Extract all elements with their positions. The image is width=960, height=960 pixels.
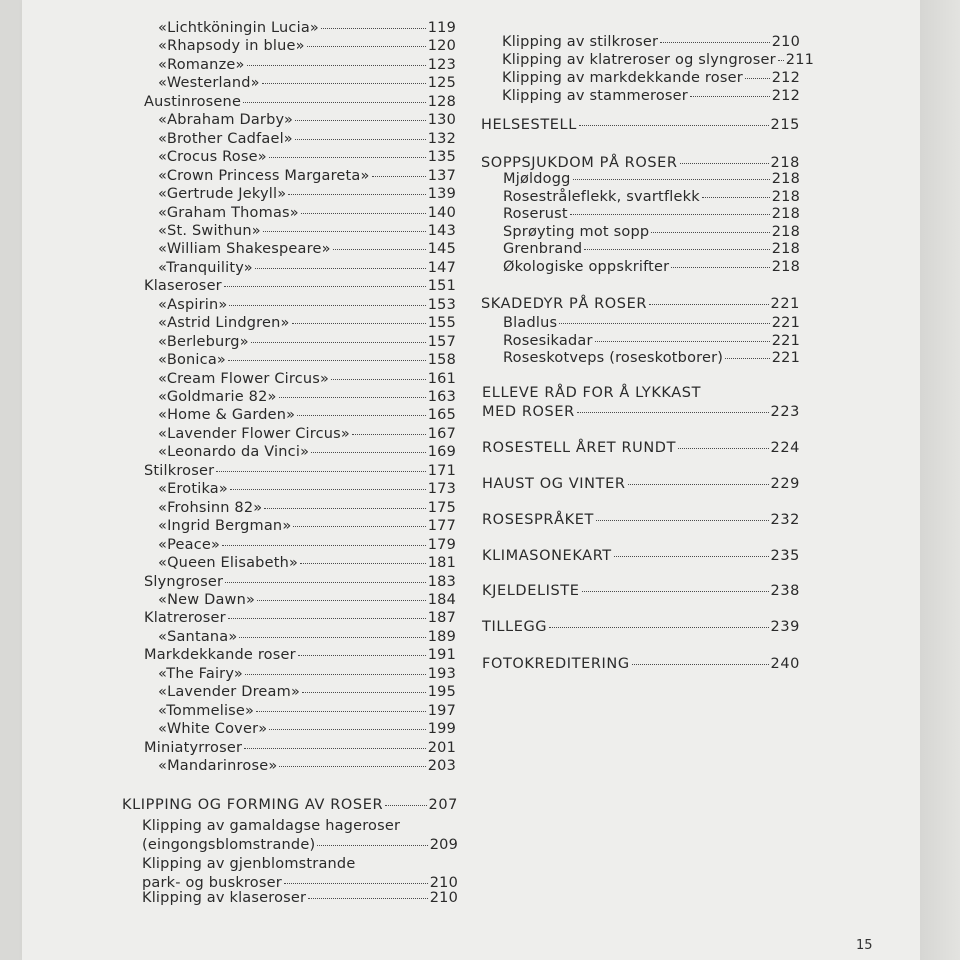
dot-leader <box>725 358 770 359</box>
toc-entry <box>502 51 815 69</box>
toc-entry <box>503 188 800 206</box>
toc-entry <box>503 349 800 367</box>
toc-entry-title: Klaseroser <box>144 278 222 295</box>
toc-entry-page: 143 <box>427 222 456 239</box>
toc-entry-page: 215 <box>770 117 800 133</box>
dot-leader <box>702 197 770 198</box>
toc-entry-title: «The Fairy» <box>158 665 243 682</box>
dot-leader <box>614 556 769 557</box>
toc-entry-page: 221 <box>770 296 800 312</box>
toc-entry-title: «Peace» <box>158 536 221 553</box>
toc-entry-page: 165 <box>427 407 456 424</box>
toc-entry-title: «Aspirin» <box>158 296 228 313</box>
toc-entry-title: Mjøldogg <box>503 171 571 187</box>
toc-entry <box>503 258 800 276</box>
toc-entry-title: «Home & Garden» <box>158 407 296 424</box>
toc-entry-page: 171 <box>427 462 456 479</box>
toc-entry-title: FOTOKREDITERING <box>482 656 630 672</box>
toc-entry-title: SOPPSJUKDOM PÅ ROSER <box>481 155 678 171</box>
toc-entry-page: 218 <box>771 223 800 240</box>
toc-entry-page: 151 <box>427 278 456 295</box>
toc-entry-title: ROSESPRÅKET <box>482 512 594 528</box>
toc-entry-title: park- og buskroser <box>142 875 282 891</box>
toc-entry <box>482 655 800 673</box>
toc-entry-page: 218 <box>771 259 800 275</box>
toc-entry-title: «Crown Princess Margareta» <box>158 167 370 184</box>
toc-entry-page: 210 <box>429 890 458 906</box>
toc-entry-title: «White Cover» <box>158 721 268 738</box>
toc-entry-page: 193 <box>427 665 456 682</box>
toc-entry-page: 210 <box>429 875 458 891</box>
toc-entry-title: «Abraham Darby» <box>158 112 294 129</box>
toc-entry-page: 239 <box>770 619 800 635</box>
toc-entry-page: 218 <box>771 241 800 258</box>
dot-leader <box>671 267 769 268</box>
toc-entry-page: 211 <box>785 52 815 68</box>
toc-entry <box>482 439 800 457</box>
toc-entry-page: 232 <box>770 512 800 528</box>
dot-leader <box>577 412 769 413</box>
toc-entry <box>482 618 800 636</box>
toc-entry-title: «Crocus Rose» <box>158 149 267 166</box>
toc-entry-page: 195 <box>427 684 456 701</box>
dot-leader <box>584 249 769 250</box>
book-page <box>22 0 920 960</box>
toc-entry-title: Klipping av klatreroser og slyngroser <box>502 52 776 68</box>
dot-leader <box>559 323 769 324</box>
toc-entry-title: Miniatyrroser <box>144 739 243 756</box>
dot-leader <box>778 60 784 61</box>
toc-entry-title: HELSESTELL <box>481 117 577 133</box>
toc-entry-page: 125 <box>427 75 456 92</box>
toc-entry-page: 175 <box>427 499 456 516</box>
toc-entry-page: 181 <box>427 555 456 572</box>
dot-leader <box>628 484 769 485</box>
toc-entry-page: 145 <box>427 241 456 258</box>
toc-entry-title: «Bonica» <box>158 352 226 369</box>
toc-entry-page: 184 <box>427 591 456 608</box>
toc-entry-title: Bladlus <box>503 315 558 331</box>
toc-entry-page: 155 <box>427 315 456 332</box>
toc-entry-title: Klipping av stilkroser <box>502 34 659 50</box>
toc-entry-title: HAUST OG VINTER <box>482 476 626 492</box>
toc-entry-page: 177 <box>427 518 456 535</box>
toc-entry <box>503 240 800 258</box>
toc-entry-title: Austinrosene <box>144 93 242 110</box>
toc-entry-title: Grenbrand <box>503 241 583 258</box>
toc-entry-page: 201 <box>427 739 456 756</box>
toc-entry-title: ELLEVE RÅD FOR Å LYKKAST <box>482 385 702 401</box>
toc-entry-title: «Santana» <box>158 628 238 645</box>
toc-entry-page: 169 <box>427 444 456 461</box>
toc-entry-title: «Romanze» <box>158 56 245 73</box>
toc-entry <box>481 295 800 313</box>
toc-entry-title: Roserust <box>503 206 568 223</box>
toc-entry-title: SKADEDYR PÅ ROSER <box>481 296 648 312</box>
toc-entry-page: 218 <box>771 206 800 223</box>
dot-leader <box>632 664 769 665</box>
dot-leader <box>579 125 769 126</box>
toc-entry-page: 218 <box>770 155 800 171</box>
toc-entry-title: «Rhapsody in blue» <box>158 38 305 55</box>
toc-entry-page: 221 <box>771 332 800 349</box>
toc-entry-title: «Frohsinn 82» <box>158 499 263 516</box>
toc-entry <box>481 116 800 134</box>
toc-entry-title: Klipping av gamaldagse hageroser <box>142 818 401 834</box>
toc-entry <box>482 384 800 402</box>
toc-entry-page: 147 <box>427 259 456 276</box>
dot-leader <box>573 179 770 180</box>
dot-leader <box>582 591 769 592</box>
toc-entry-page: 161 <box>427 370 456 387</box>
toc-entry <box>482 403 800 421</box>
toc-entry-title: Markdekkande roser <box>144 647 296 664</box>
toc-entry-page: 238 <box>770 583 800 599</box>
toc-entry-title: «Ingrid Bergman» <box>158 518 292 535</box>
toc-entry-page: 212 <box>771 88 800 104</box>
toc-entry-page: 120 <box>427 38 456 55</box>
toc-entry-title: «New Dawn» <box>158 591 256 608</box>
toc-entry-page: 209 <box>429 837 458 853</box>
page-edge <box>920 0 960 960</box>
toc-entry-page: 128 <box>427 93 456 110</box>
toc-entry-page: 163 <box>427 389 456 405</box>
toc-entry-title: Klipping av klaseroser <box>142 890 307 906</box>
toc-right-column <box>22 0 920 960</box>
toc-entry-page: 203 <box>427 758 456 774</box>
toc-entry-title: «Tranquility» <box>158 259 253 276</box>
toc-entry-page: 221 <box>771 315 800 331</box>
toc-entry-page: 139 <box>427 186 456 203</box>
toc-entry <box>502 33 800 51</box>
toc-entry-page: 132 <box>427 130 456 147</box>
dot-leader <box>745 78 770 79</box>
toc-entry-page: 218 <box>771 171 800 187</box>
dot-leader <box>549 627 768 628</box>
toc-entry <box>503 205 800 223</box>
toc-entry-page: 179 <box>427 536 456 553</box>
toc-entry-title: «Westerland» <box>158 75 260 92</box>
toc-entry-title: «Erotika» <box>158 481 228 498</box>
toc-entry-title: Klipping av gjenblomstrande <box>142 856 356 872</box>
toc-entry-page: 130 <box>427 112 456 129</box>
toc-entry-page: 221 <box>771 350 800 367</box>
toc-entry-page: 224 <box>770 440 800 456</box>
toc-entry-title: «Astrid Lindgren» <box>158 315 290 332</box>
toc-entry-page: 158 <box>427 352 456 369</box>
toc-entry <box>482 547 800 565</box>
toc-entry-title: Rosesikadar <box>503 332 593 349</box>
toc-entry-title: Rosestråleflekk, svartflekk <box>503 188 700 205</box>
toc-entry-title: Stilkroser <box>144 462 215 479</box>
dot-leader <box>595 341 770 342</box>
toc-entry <box>482 511 800 529</box>
toc-entry-title: Slyngroser <box>144 573 224 590</box>
dot-leader <box>680 163 769 164</box>
toc-entry-title: «Cream Flower Circus» <box>158 370 330 387</box>
toc-entry-page: 191 <box>427 647 456 664</box>
dot-leader <box>678 448 768 449</box>
toc-entry-page: 123 <box>427 56 456 73</box>
toc-entry-title: «Goldmarie 82» <box>158 389 277 405</box>
dot-leader <box>596 520 769 521</box>
toc-entry-title: Klatreroser <box>144 610 226 627</box>
toc-entry <box>503 332 800 350</box>
dot-leader <box>570 214 770 215</box>
toc-entry-page: 119 <box>427 20 456 36</box>
toc-entry-title: «Gertrude Jekyll» <box>158 186 287 203</box>
toc-entry-title: «Lavender Flower Circus» <box>158 425 350 442</box>
toc-entry-title: «Brother Cadfael» <box>158 130 293 147</box>
toc-entry-title: Økologiske oppskrifter <box>503 259 670 275</box>
toc-entry-page: 218 <box>771 188 800 205</box>
toc-entry-page: 199 <box>427 721 456 738</box>
toc-entry-title: «Queen Elisabeth» <box>158 555 299 572</box>
toc-entry-title: «Berleburg» <box>158 333 249 350</box>
toc-entry-title: Sprøyting mot sopp <box>503 223 650 240</box>
dot-leader <box>690 96 770 97</box>
toc-entry-title: KJELDELISTE <box>482 583 580 599</box>
toc-entry-page: 137 <box>427 167 456 184</box>
toc-entry-page: 183 <box>427 573 456 590</box>
toc-entry-title: «William Shakespeare» <box>158 241 331 258</box>
toc-entry-page: 140 <box>427 204 456 221</box>
toc-entry <box>482 475 800 493</box>
toc-entry-page: 223 <box>770 404 800 420</box>
toc-entry-title: «Leonardo da Vinci» <box>158 444 310 461</box>
toc-entry-title: TILLEGG <box>482 619 548 635</box>
toc-entry-page: 197 <box>427 702 456 719</box>
toc-entry <box>503 314 800 332</box>
toc-entry-title: «St. Swithun» <box>158 222 261 239</box>
toc-entry-title: ROSESTELL ÅRET RUNDT <box>482 440 677 456</box>
toc-entry-page: 135 <box>427 149 456 166</box>
toc-entry <box>503 223 800 241</box>
page-number: 15 <box>856 938 873 953</box>
toc-entry-page: 212 <box>771 70 800 86</box>
dot-leader <box>649 304 768 305</box>
toc-entry <box>482 582 800 600</box>
dot-leader <box>660 42 770 43</box>
toc-entry-title: MED ROSER <box>482 404 575 420</box>
toc-entry-page: 235 <box>770 548 800 564</box>
toc-entry <box>502 69 800 87</box>
toc-entry-title: «Tommelise» <box>158 702 255 719</box>
toc-entry-title: (eingongsblomstrande) <box>142 837 316 853</box>
toc-entry-title: KLIMASONEKART <box>482 548 612 564</box>
toc-entry-title: «Mandarinrose» <box>158 758 278 774</box>
toc-entry-title: Klipping av stammeroser <box>502 88 688 104</box>
toc-entry-page: 173 <box>427 481 456 498</box>
toc-entry-page: 167 <box>427 425 456 442</box>
toc-entry-page: 229 <box>770 476 800 492</box>
toc-entry-page: 207 <box>428 797 458 813</box>
toc-entry-title: «Graham Thomas» <box>158 204 299 221</box>
toc-entry-page: 187 <box>427 610 456 627</box>
toc-entry-page: 189 <box>427 628 456 645</box>
toc-entry-page: 153 <box>427 296 456 313</box>
toc-entry-title: Klipping av markdekkande roser <box>502 70 743 86</box>
toc-entry-title: «Lavender Dream» <box>158 684 301 701</box>
toc-entry <box>503 170 800 188</box>
toc-entry-title: «Lichtköningin Lucia» <box>158 20 319 36</box>
toc-entry-page: 210 <box>771 34 800 50</box>
toc-entry <box>502 87 800 105</box>
toc-entry-page: 240 <box>770 656 800 672</box>
toc-entry-title: KLIPPING OG FORMING AV ROSER <box>122 797 384 813</box>
dot-leader <box>651 232 769 233</box>
toc-entry-page: 157 <box>427 333 456 350</box>
toc-entry-title: Roseskotveps (roseskotborer) <box>503 350 724 367</box>
